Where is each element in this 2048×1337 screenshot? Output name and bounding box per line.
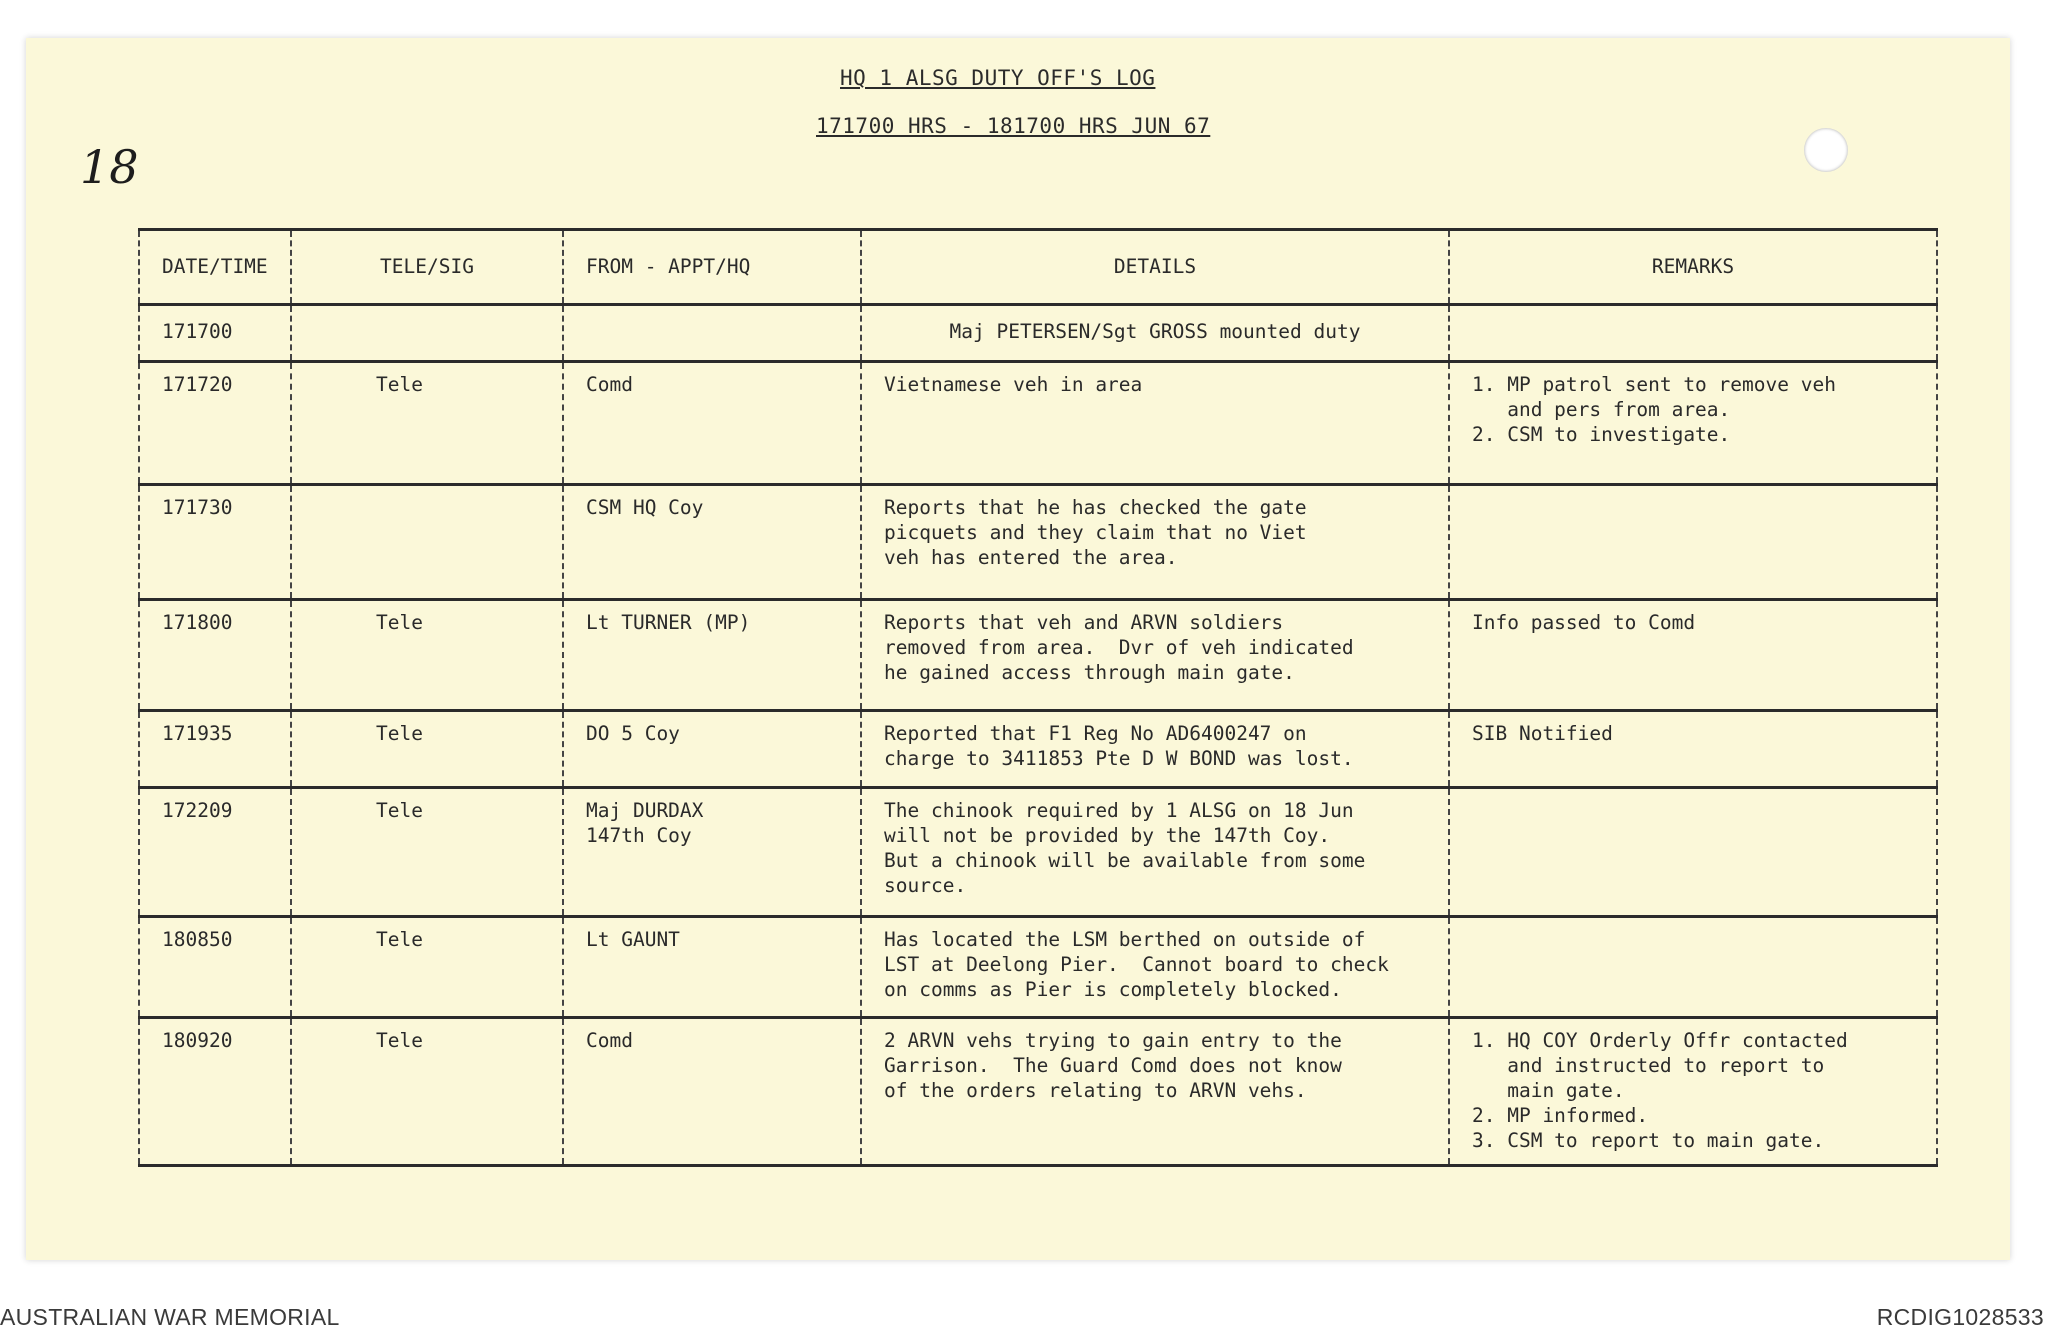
- entry-remarks-line: main gate.: [1472, 1078, 1625, 1102]
- entry-remarks-line: 3. CSM to report to main gate.: [1472, 1128, 1825, 1152]
- duty-date-time: 171700: [139, 305, 291, 362]
- entry-details-line: 2 ARVN vehs trying to gain entry to the: [884, 1029, 1342, 1052]
- entry-details-line: on comms as Pier is completely blocked.: [884, 977, 1342, 1001]
- entry-details-line: veh has entered the area.: [884, 545, 1178, 569]
- header-date-time: DATE/TIME: [139, 230, 291, 305]
- entry-from: [563, 1018, 861, 1166]
- entry-from-line: DO 5 Coy: [586, 722, 680, 745]
- entry-from: [563, 917, 861, 1018]
- duty-remarks: [1449, 305, 1937, 362]
- entry-remarks-line: 1. HQ COY Orderly Offr contacted: [1472, 1029, 1848, 1052]
- header-remarks: REMARKS: [1449, 230, 1937, 305]
- entry-from: [563, 600, 861, 711]
- footer-source: AUSTRALIAN WAR MEMORIAL: [0, 1304, 340, 1330]
- entry-details: [861, 711, 1449, 788]
- table-header-row: [139, 230, 1937, 305]
- entry-remarks-line: SIB Notified: [1472, 722, 1613, 745]
- entry-remarks: [1449, 362, 1937, 485]
- duty-tele-sig: [291, 305, 563, 362]
- entry-tele-sig: Tele: [291, 362, 563, 485]
- entry-remarks-line: 1. MP patrol sent to remove veh: [1472, 373, 1836, 396]
- entry-details: [861, 600, 1449, 711]
- entry-details-line: picquets and they claim that no Viet: [884, 520, 1307, 544]
- entry-details-line: of the orders relating to ARVN vehs.: [884, 1078, 1307, 1102]
- duty-row: [139, 305, 1937, 362]
- entry-from-line: Comd: [586, 1029, 633, 1052]
- entry-details-line: Vietnamese veh in area: [884, 373, 1143, 396]
- entry-details-line: Has located the LSM berthed on outside of: [884, 928, 1366, 951]
- log-period: 171700 HRS - 181700 HRS JUN 67: [816, 114, 1211, 138]
- log-entry-row: [139, 600, 1937, 711]
- entry-details-line: charge to 3411853 Pte D W BOND was lost.: [884, 746, 1354, 770]
- entry-tele-sig: [291, 485, 563, 600]
- entry-from: [563, 711, 861, 788]
- entry-tele-sig: Tele: [291, 917, 563, 1018]
- entry-details: [861, 362, 1449, 485]
- header-details: DETAILS: [861, 230, 1449, 305]
- entry-tele-sig: Tele: [291, 600, 563, 711]
- entry-from-line: 147th Coy: [586, 823, 692, 847]
- entry-details-line: he gained access through main gate.: [884, 660, 1295, 684]
- log-entry-row: [139, 1018, 1937, 1166]
- entry-remarks-line: 2. CSM to investigate.: [1472, 422, 1731, 446]
- punch-hole: [1804, 128, 1848, 172]
- footer-id: RCDIG1028533: [1876, 1304, 2044, 1330]
- handwritten-page-number: 18: [80, 140, 139, 194]
- entry-details-line: The chinook required by 1 ALSG on 18 Jun: [884, 799, 1354, 822]
- entry-from-line: CSM HQ Coy: [586, 496, 704, 519]
- entry-remarks-line: 2. MP informed.: [1472, 1103, 1649, 1127]
- duty-log-table: [138, 228, 1938, 1167]
- log-entry-row: [139, 711, 1937, 788]
- entry-remarks-line: Info passed to Comd: [1472, 611, 1696, 634]
- entry-tele-sig: Tele: [291, 788, 563, 917]
- entry-date-time: 180850: [139, 917, 291, 1018]
- header-from: FROM - APPT/HQ: [563, 230, 861, 305]
- entry-remarks: [1449, 788, 1937, 917]
- entry-remarks: [1449, 1018, 1937, 1166]
- entry-remarks: [1449, 711, 1937, 788]
- entry-from-line: Comd: [586, 373, 633, 396]
- entry-date-time: 171730: [139, 485, 291, 600]
- entry-from: [563, 485, 861, 600]
- entry-details-line: will not be provided by the 147th Coy.: [884, 823, 1331, 847]
- entry-remarks: [1449, 600, 1937, 711]
- entry-from: [563, 362, 861, 485]
- entry-date-time: 171800: [139, 600, 291, 711]
- entry-from: [563, 788, 861, 917]
- entry-date-time: 171720: [139, 362, 291, 485]
- entry-details-line: But a chinook will be available from some: [884, 848, 1366, 872]
- entry-details-line: Reported that F1 Reg No AD6400247 on: [884, 722, 1307, 745]
- entry-details: [861, 788, 1449, 917]
- log-entry-row: [139, 362, 1937, 485]
- entry-remarks-line: and instructed to report to: [1472, 1053, 1825, 1077]
- entry-details: [861, 1018, 1449, 1166]
- entry-date-time: 171935: [139, 711, 291, 788]
- log-sheet: [26, 38, 2010, 1260]
- entry-remarks: [1449, 485, 1937, 600]
- entry-details-line: Garrison. The Guard Comd does not know: [884, 1053, 1342, 1077]
- duty-text: Maj PETERSEN/Sgt GROSS mounted duty: [861, 305, 1449, 362]
- entry-details: [861, 485, 1449, 600]
- entry-remarks: [1449, 917, 1937, 1018]
- log-entry-row: [139, 485, 1937, 600]
- entry-date-time: 180920: [139, 1018, 291, 1166]
- header-tele-sig: TELE/SIG: [291, 230, 563, 305]
- entry-remarks-line: and pers from area.: [1472, 397, 1731, 421]
- entry-tele-sig: Tele: [291, 1018, 563, 1166]
- entry-from-line: Lt TURNER (MP): [586, 611, 751, 634]
- entry-details: [861, 917, 1449, 1018]
- log-entry-row: [139, 788, 1937, 917]
- entry-details-line: source.: [884, 873, 967, 897]
- entry-details-line: LST at Deelong Pier. Cannot board to check: [884, 952, 1389, 976]
- log-title: HQ 1 ALSG DUTY OFF'S LOG: [840, 66, 1156, 90]
- entry-details-line: removed from area. Dvr of veh indicated: [884, 635, 1354, 659]
- duty-from: [563, 305, 861, 362]
- entry-details-line: Reports that veh and ARVN soldiers: [884, 611, 1284, 634]
- entry-tele-sig: Tele: [291, 711, 563, 788]
- entry-from-line: Maj DURDAX: [586, 799, 704, 822]
- entry-date-time: 172209: [139, 788, 291, 917]
- entry-details-line: Reports that he has checked the gate: [884, 496, 1307, 519]
- log-entry-row: [139, 917, 1937, 1018]
- entry-from-line: Lt GAUNT: [586, 928, 680, 951]
